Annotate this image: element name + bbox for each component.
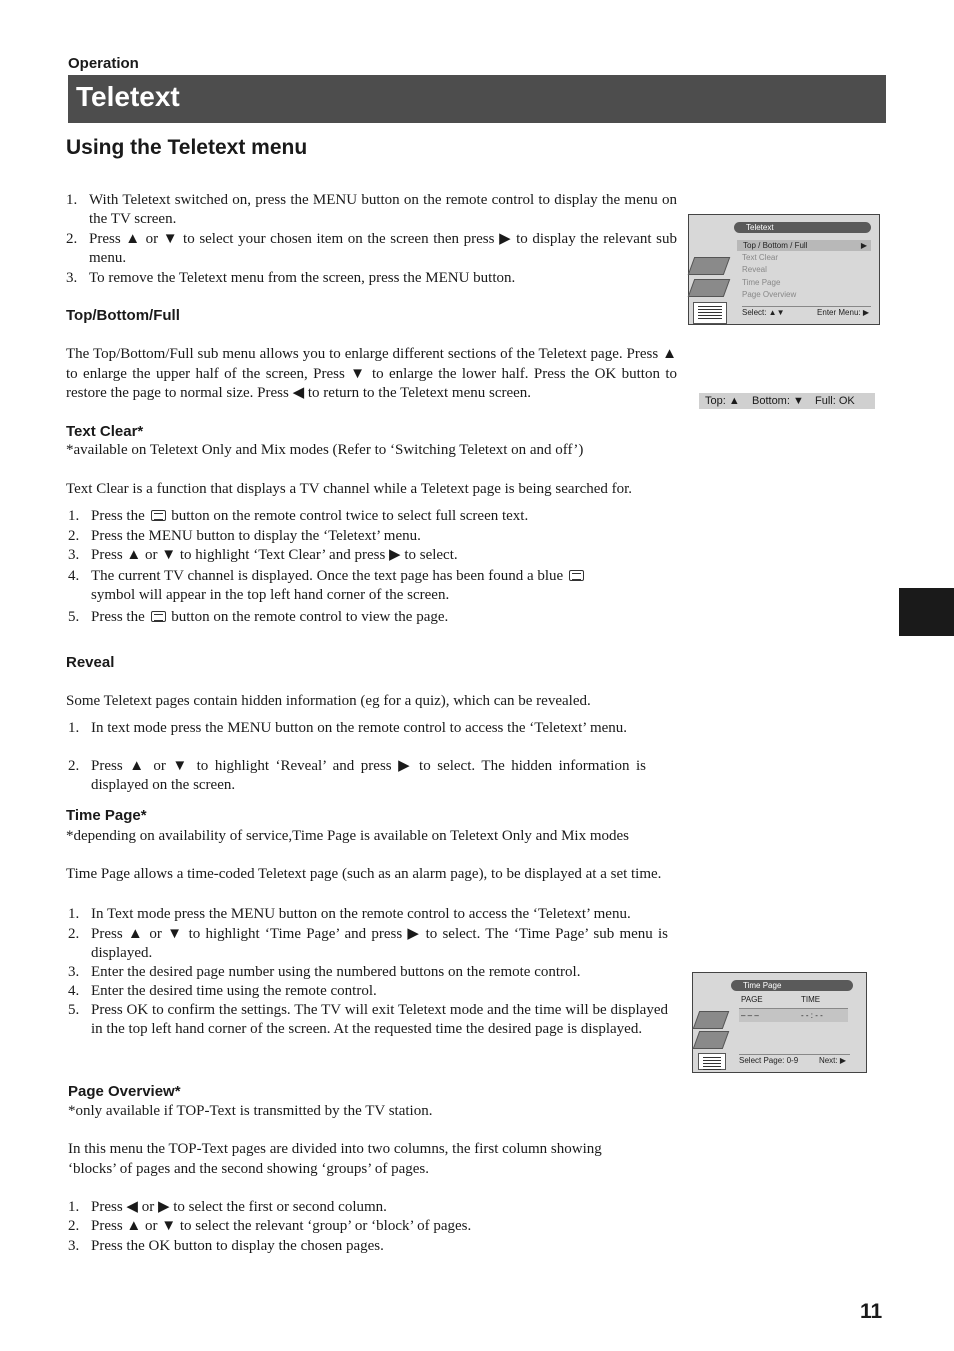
- osd-teletext-menu: [688, 214, 880, 325]
- chapter-tab: [899, 588, 954, 636]
- page-number: 11: [860, 1300, 883, 1323]
- osd-title: Time Page: [731, 980, 853, 991]
- page-number-input[interactable]: – – –: [741, 1011, 759, 1020]
- page-overview-note: *only available if TOP-Text is transmitted by the TV station.: [68, 1103, 433, 1119]
- osd-panel: [731, 978, 858, 1067]
- teletext-icon: [569, 570, 584, 581]
- top-bottom-full-body: The Top/Bottom/Full sub menu allows you to enlarge different sections of the Teletext page. Press ▲ to enlarge the upper half of the screen, Press ▼ to enlarge the lower half. Press the OK button to restore the page to normal size. Press ◀ to return to the Teletext menu screen.: [66, 346, 677, 401]
- osd-item[interactable]: Page Overview: [742, 290, 797, 299]
- osd-footer: Select Page: 0-9 Next: ▶: [739, 1054, 850, 1067]
- osd-time-page-menu: [692, 972, 867, 1073]
- list-item: 2. Press ▲ or ▼ to select your chosen item on the screen then press ▶ to display the relevant sub menu.: [66, 231, 677, 266]
- heading-time-page: Time Page*: [66, 807, 147, 824]
- input-row: [739, 1008, 848, 1022]
- osd-panel: [734, 220, 871, 319]
- page-title: Teletext: [76, 81, 180, 112]
- osd-item[interactable]: Reveal: [742, 265, 767, 274]
- col-time-label: TIME: [801, 995, 821, 1004]
- osd-selected-item[interactable]: Top / Bottom / Full ▶: [737, 240, 871, 251]
- osd-item[interactable]: Text Clear: [742, 253, 779, 262]
- arrow-right-icon: ▶: [860, 241, 867, 250]
- time-page-note: *depending on availability of service,Time Page is available on Teletext Only and Mix modes: [66, 828, 629, 844]
- heading-reveal: Reveal: [66, 654, 115, 671]
- text-clear-note: *available on Teletext Only and Mix modes (Refer to ‘Switching Teletext on and off’): [66, 442, 584, 458]
- teletext-icon: [151, 510, 166, 521]
- section-label: Operation: [68, 55, 139, 72]
- title-bar: [68, 75, 886, 123]
- text-clear-body: Text Clear is a function that displays a TV channel while a Teletext page is being searched for.: [66, 481, 633, 497]
- list-item: 1. With Teletext switched on, press the MENU button on the remote control to display the menu on the TV screen.: [66, 192, 677, 227]
- osd-title: Teletext: [734, 222, 871, 233]
- teletext-menu-icon: [693, 302, 727, 324]
- tbf-bar: Top: ▲ Bottom: ▼ Full: OK: [699, 393, 875, 409]
- osd-footer: Select: ▲▼ Enter Menu: ▶: [742, 308, 869, 317]
- time-page-body: Time Page allows a time-coded Teletext page (such as an alarm page), to be displayed at a set time.: [66, 866, 662, 882]
- col-page-label: PAGE: [741, 995, 763, 1004]
- picture-icon: [688, 257, 731, 275]
- heading-top-bottom-full: Top/Bottom/Full: [66, 307, 180, 324]
- page-overview-body: In this menu the TOP-Text pages are divided into two columns, the first column showing ‘blocks’ of pages and the second showing ‘groups’ of pages.: [68, 1141, 602, 1177]
- time-input[interactable]: - - : - -: [801, 1011, 823, 1020]
- subsection-title: Using the Teletext menu: [66, 136, 308, 159]
- sound-icon: [693, 1031, 730, 1049]
- heading-text-clear: Text Clear*: [66, 423, 144, 440]
- heading-page-overview: Page Overview*: [68, 1083, 181, 1100]
- picture-icon: [693, 1011, 730, 1029]
- osd-item[interactable]: Time Page: [742, 278, 781, 287]
- teletext-menu-icon: [698, 1053, 726, 1070]
- teletext-icon: [151, 611, 166, 622]
- reveal-body: Some Teletext pages contain hidden information (eg for a quiz), which can be revealed.: [66, 693, 591, 709]
- sound-icon: [688, 279, 731, 297]
